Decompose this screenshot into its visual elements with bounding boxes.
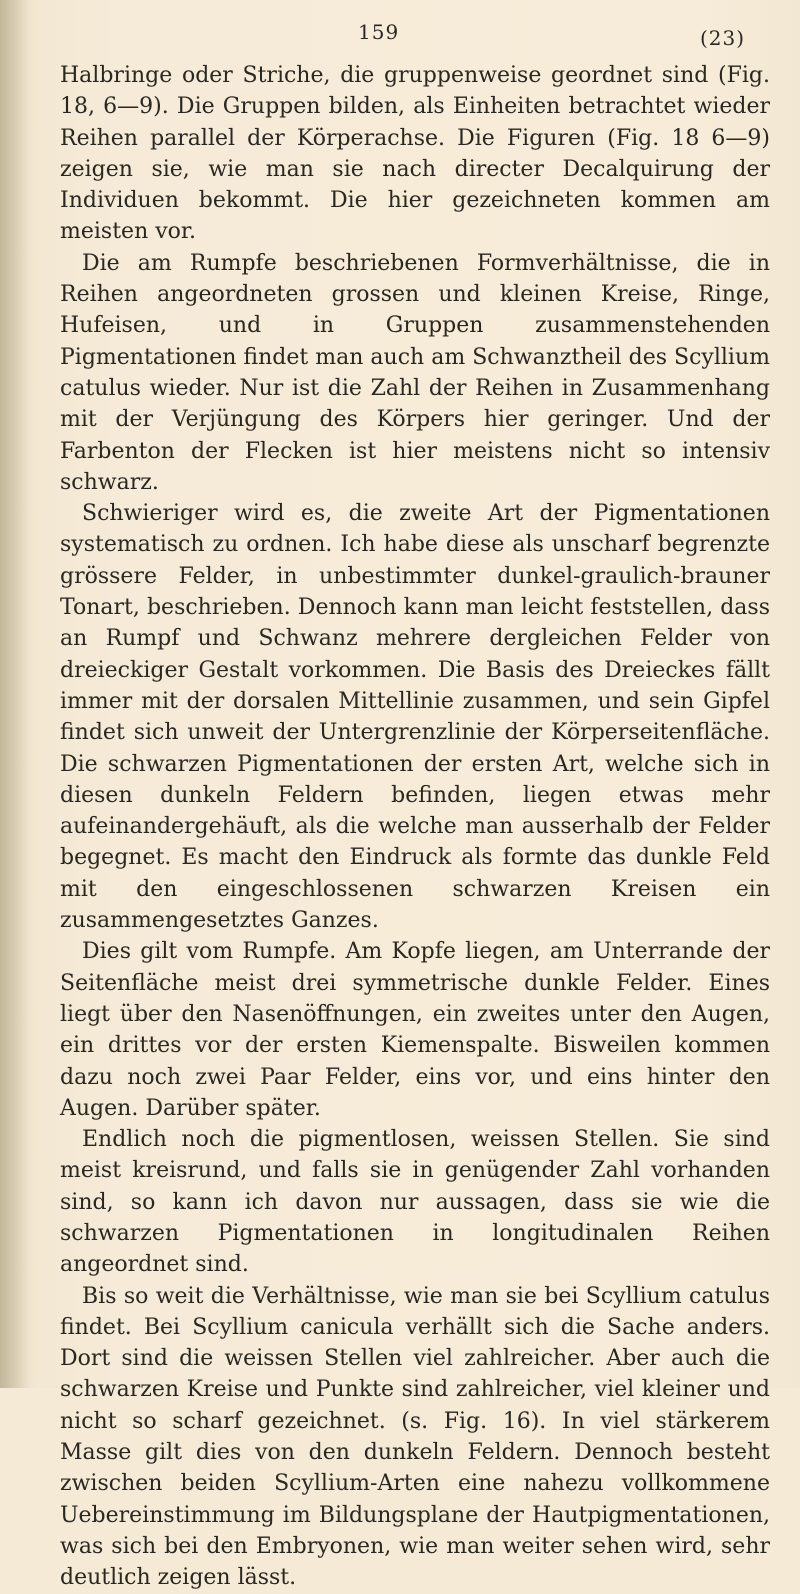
paragraph: Dies gilt vom Rumpfe. Am Kopfe liegen, am Unterrande der Seitenfläche meist drei symmetrische dunkle Felder. Eines liegt über den Nasenöffnungen, ein zweites unter den Augen, ein drittes vor der ersten Kiemenspalte. Bisweilen kommen dazu noch zwei Paar Felder, eins vor, und eins hinter den Augen. Darüber später. bbox=[60, 939, 770, 1121]
page-number: 159 bbox=[358, 20, 400, 44]
section-number: (23) bbox=[700, 26, 746, 50]
paragraph: Bis so weit die Verhältnisse, wie man sie bei Scyllium catulus findet. Bei Scyllium canicula verhällt sich die Sache anders. Dort sind die weissen Stellen viel zahlreicher. Aber auch die schwarzen Kreise und Punkte sind zahlreicher, viel kleiner und nicht so scharf gezeichnet. (s. Fig. 16). In viel stärkerem Masse gilt dies von den dunkeln Feldern. Dennoch besteht zwischen beiden Scyllium-Arten eine nahezu vollkommene Uebereinstimmung im Bildungsplane der Hautpigmentationen, was sich bei den Embryonen, wie man weiter sehen wird, sehr deutlich zeigen lässt. bbox=[60, 1283, 770, 1591]
page-gutter-shadow bbox=[0, 0, 30, 1388]
paragraph: Halbringe oder Striche, die gruppenweise geordnet sind (Fig. 18, 6—9). Die Gruppen bilden, als Einheiten betrachtet wieder Reihen parallel der Körperachse. Die Figuren (Fig. 18 6—9) zeigen sie, wie man sie nach directer Decalquirung der Individuen bekommt. Die hier gezeichneten kommen am meisten vor. bbox=[60, 63, 770, 245]
paragraph: Die am Rumpfe beschriebenen Formverhältnisse, die in Reihen angeordneten grossen und kleinen Kreise, Ringe, Hufeisen, und in Gruppen zusammenstehenden Pigmentationen findet man auch am Schwanztheil des Scyllium catulus wieder. Nur ist die Zahl der Reihen in Zusammenhang mit der Verjüngung des Körpers hier geringer. Und der Farbenton der Flecken ist hier meistens nicht so intensiv schwarz. bbox=[60, 250, 770, 495]
body-text bbox=[60, 60, 770, 1594]
paragraph: Endlich noch die pigmentlosen, weissen Stellen. Sie sind meist kreisrund, und falls sie in genügender Zahl vorhanden sind, so kann ich davon nur aussagen, dass sie wie die schwarzen Pigmentationen in longitudinalen Reihen angeordnet sind. bbox=[60, 1127, 770, 1278]
paragraph: Schwieriger wird es, die zweite Art der Pigmentationen systematisch zu ordnen. Ich habe diese als unscharf begrenzte grössere Felder, in unbestimmter dunkel-graulich-brauner Tonart, beschrieben. Dennoch kann man leicht feststellen, dass an Rumpf und Schwanz mehrere dergleichen Felder von dreieckiger Gestalt vorkommen. Die Basis des Dreieckes fällt immer mit der dorsalen Mittellinie zusammen, und sein Gipfel findet sich unweit der Untergrenzlinie der Körperseitenfläche. Die schwarzen Pigmentationen der ersten Art, welche sich in diesen dunkeln Feldern befinden, liegen etwas mehr aufeinandergehäuft, als die welche man ausserhalb der Felder begegnet. Es macht den Eindruck als formte das dunkle Feld mit den eingeschlossenen schwarzen Kreisen ein zusammengesetztes Ganzes. bbox=[60, 501, 770, 934]
page-header bbox=[0, 20, 800, 50]
